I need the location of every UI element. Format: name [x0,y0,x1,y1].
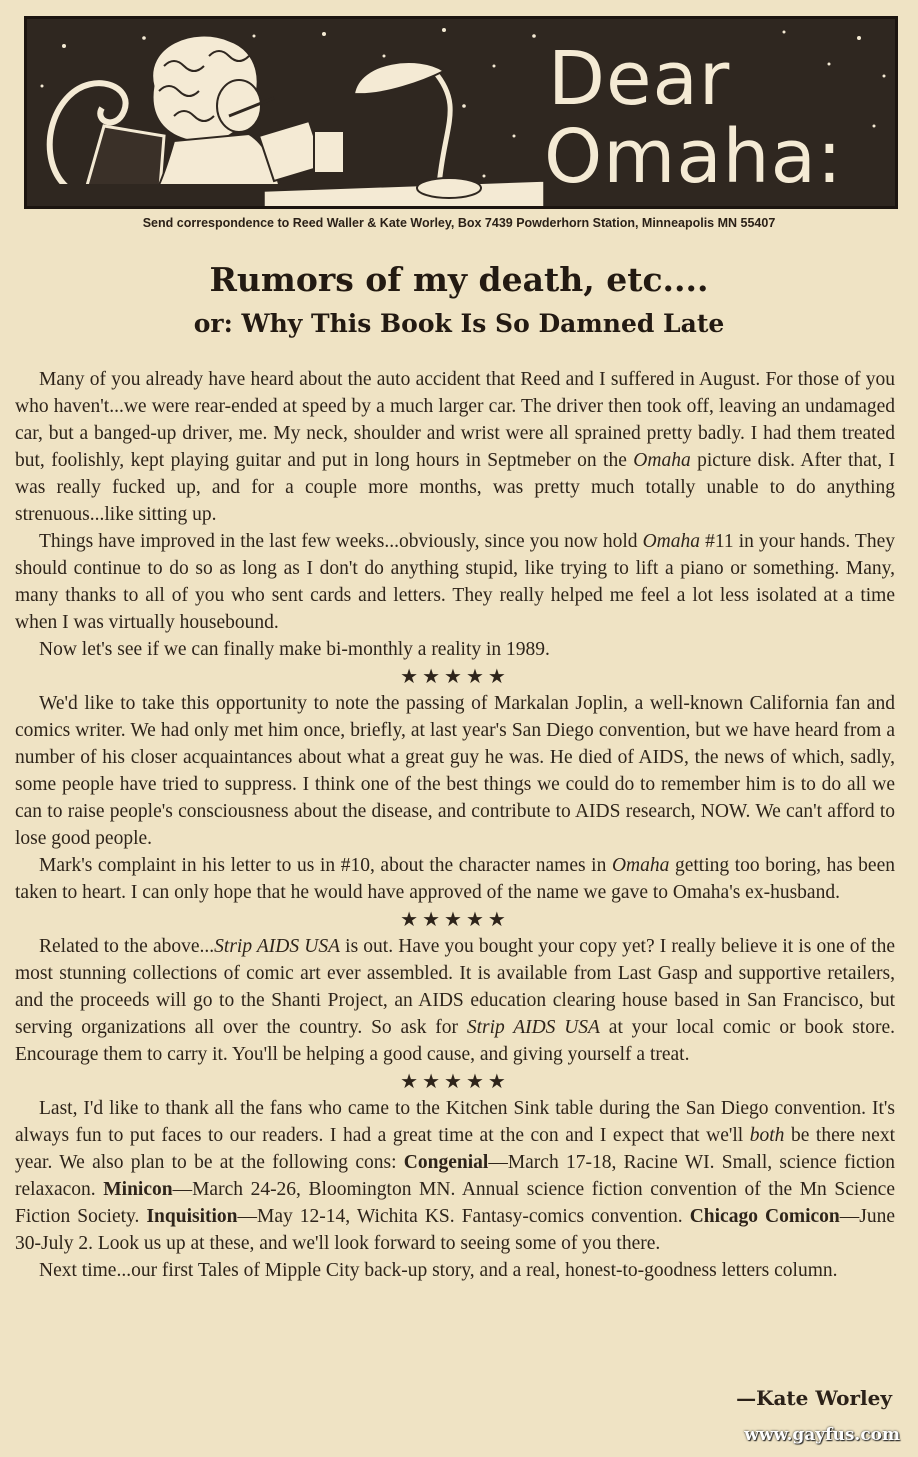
paragraph: Mark's complaint in his letter to us in #10, about the character names in Omaha getting too boring, has been taken to heart. I can only hope that he would have approved of the name we gave to Omaha's ex-husband. [15,855,895,903]
paragraph: Now let's see if we can finally make bi-monthly a reality in 1989. [39,639,550,660]
paragraph: Many of you already have heard about the auto accident that Reed and I suffered in August. For those of you who haven't...we were rear-ended at speed by a much larger car. The driver then took off, leaving an undamaged car, but a banged-up driver, me. My neck, shoulder and wrist were all sprained pretty badly. I had them treated but, foolishly, kept playing guitar and put in long hours in Septmeber on the Omaha picture disk. After that, I was really fucked up, and for a couple more months, was pretty much totally unable to do anything strenuous...like sitting up. [15,369,895,525]
con-name: Minicon [103,1179,173,1200]
article-headline: Rumors of my death, etc.... [209,260,709,299]
masthead-title [544,36,894,200]
paragraph: Next time...our first Tales of Mipple City back-up story, and a real, honest-to-goodness letters column. [39,1260,838,1281]
paragraph: Last, I'd like to thank all the fans who came to the Kitchen Sink table during the San Diego convention. It's always fun to put faces to our readers. I had a great time at the con and I expect that we'll both be there next year. We also plan to be at the following cons: Congenial—March 17-18, Racine WI. Small, science fiction relaxacon. Minicon—March 24-26, Bloomington MN. Annual science fiction convention of the Mn Science Fiction Society. Inquisition—May 12-14, Wichita KS. Fantasy-comics convention. Chicago Comicon—June 30-July 2. Look us up at these, and we'll look forward to seeing some of you there. [15,1098,896,1254]
title-line-dear: Dear [548,36,731,122]
signature: —Kate Worley [736,1386,892,1410]
con-name: Chicago Comicon [689,1206,840,1227]
article-subhead: or: Why This Book Is So Damned Late [193,309,725,338]
paragraph: Related to the above...Strip AIDS USA is out. Have you bought your copy yet? I really believe it is one of the most stunning collections of comic art ever assembled. It is available from Last Gasp and supportive retailers, and the proceeds will go to the Shanti Project, an AIDS education clearing house based in San Francisco, but serving organizations all over the country. So ask for Strip AIDS USA at your local comic or book store. Encourage them to carry it. You'll be helping a good cause, and giving yourself a treat. [15,936,896,1065]
star-separator-icon: ★★★★★ [400,907,510,931]
star-separator-icon: ★★★★★ [400,1069,510,1093]
star-separator-icon: ★★★★★ [400,664,510,688]
con-name: Congenial [403,1152,489,1173]
title-line-omaha: Omaha: [544,114,843,200]
paragraph: Things have improved in the last few weeks...obviously, since you now hold Omaha #11 in your hands. They should continue to do so as long as I don't do anything stupid, like trying to lift a piano or something. Many, many thanks to all of you who sent cards and letters. They really helped me feel a lot less isolated at a time when I was virtually housebound. [15,531,896,633]
article-body [15,366,895,1284]
correspondence-address: Send correspondence to Reed Waller & Kate Worley, Box 7439 Powderhorn Station, Minneapolis MN 55407 [142,216,776,230]
con-name: Inquisition [146,1206,238,1227]
masthead-banner [24,16,898,209]
paragraph: We'd like to take this opportunity to note the passing of Markalan Joplin, a well-known California fan and comics writer. We had only met him once, briefly, at last year's San Diego convention, but we have heard from a number of his closer acquaintances about what a great guy he was. He died of AIDS, the news of which, sadly, some people have tried to suppress. I think one of the best things we could do to remember him is to do all we can to raise people's consciousness about the disease, and contribute to AIDS research, NOW. We can't afford to lose good people. [15,693,895,849]
site-watermark: www.gayfus.com [744,1425,900,1445]
